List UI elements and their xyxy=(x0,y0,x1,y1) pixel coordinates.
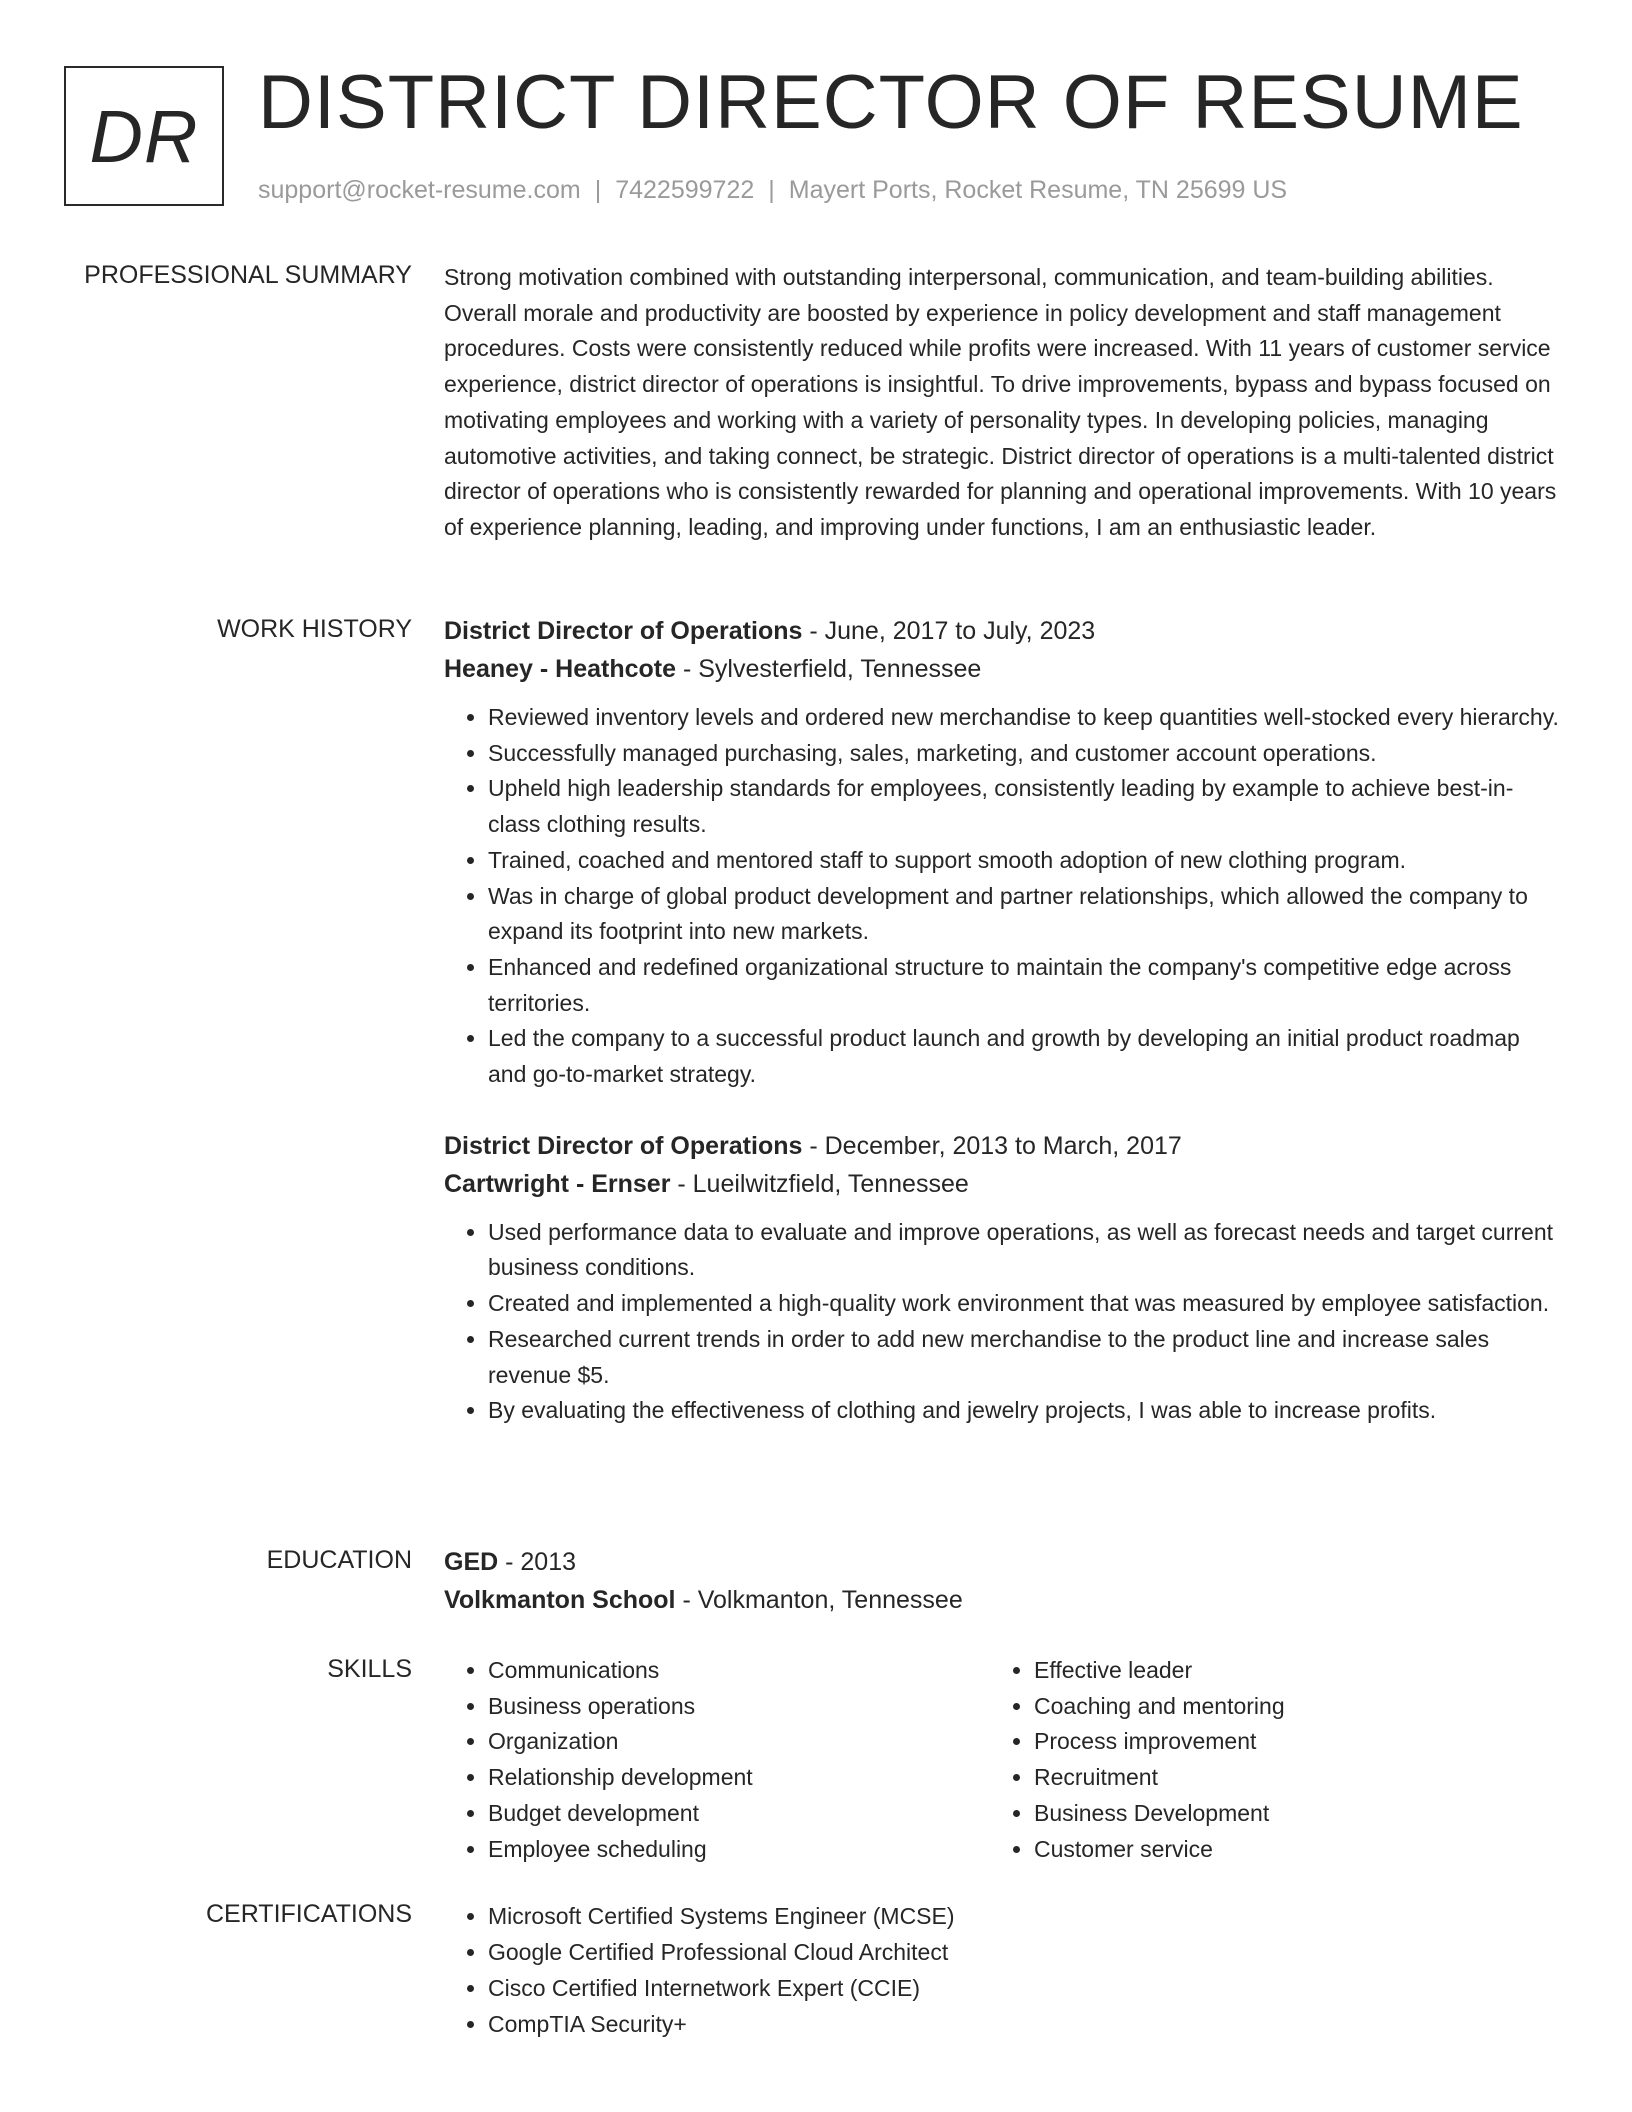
education-year: - 2013 xyxy=(498,1548,577,1576)
skill-item: • Relationship development xyxy=(488,1760,990,1796)
job-bullet: • Upheld high leadership standards for employees, consistently leading by example to achieve best-in-class clothing results. xyxy=(488,771,1560,842)
section-label-education: EDUCATION xyxy=(266,1546,412,1574)
section-label-skills: SKILLS xyxy=(327,1655,412,1683)
contact-separator: | xyxy=(594,176,602,204)
skill-item: • Recruitment xyxy=(1034,1760,1536,1796)
work-history-body xyxy=(444,612,1560,1429)
job-company-line xyxy=(444,650,1560,688)
job-title: District Director of Operations xyxy=(444,1131,803,1160)
skill-item: • Budget development xyxy=(488,1796,990,1832)
education-location: - Volkmanton, Tennessee xyxy=(675,1586,963,1614)
contact-separator: | xyxy=(768,176,775,204)
job-bullets xyxy=(444,700,1560,1093)
certifications-list xyxy=(444,1898,1560,2042)
job-dates: - December, 2013 to March, 2017 xyxy=(802,1131,1182,1160)
summary-text: Strong motivation combined with outstanding interpersonal, communication, and team-building abilities. Overall morale and productivity are boosted by experience in policy development and staff management procedures. Costs were consistently reduced while profits were increased. With 11 years of customer service experience, district director of operations is insightful. To drive improvements, bypass and bypass focused on motivating employees and working with a variety of personality types. In developing policies, managing automotive activities, and taking connect, be strategic. District director of operations is a multi-talented district director of operations who is consistently rewarded for planning and operational improvements. With 10 years of experience planning, leading, and improving under functions, I am an enthusiastic leader. xyxy=(444,264,1557,540)
certification-item: • CompTIA Security+ xyxy=(488,2006,1560,2042)
job-bullet: • By evaluating the effectiveness of clothing and jewelry projects, I was able to increase profits. xyxy=(488,1393,1560,1429)
candidate-name: DISTRICT DIRECTOR OF RESUME xyxy=(258,60,1524,145)
job-company: Heaney - Heathcote xyxy=(444,655,677,683)
skills-body xyxy=(444,1653,1560,1867)
monogram-text: DR xyxy=(89,94,199,178)
job-bullet: • Used performance data to evaluate and improve operations, as well as forecast needs and target current business conditions. xyxy=(488,1215,1560,1286)
skill-item: • Coaching and mentoring xyxy=(1034,1689,1536,1725)
monogram-badge xyxy=(64,66,224,206)
skill-item: • Process improvement xyxy=(1034,1724,1536,1760)
skill-item: • Organization xyxy=(488,1724,990,1760)
contact-email[interactable]: support@rocket-resume.com xyxy=(258,176,581,204)
education-school-line xyxy=(444,1581,1560,1619)
contact-address: Mayert Ports, Rocket Resume, TN 25699 US xyxy=(788,176,1288,204)
skills-column-left xyxy=(444,1653,990,1867)
job-title: District Director of Operations xyxy=(444,617,803,645)
skill-item: • Business Development xyxy=(1034,1796,1536,1832)
education-degree: GED xyxy=(444,1548,499,1576)
contact-phone[interactable]: 7422599722 xyxy=(615,176,755,204)
job-title-line xyxy=(444,1127,1560,1165)
section-label-summary: PROFESSIONAL SUMMARY xyxy=(84,261,412,289)
job-bullet: • Successfully managed purchasing, sales, marketing, and customer account operations. xyxy=(488,736,1560,772)
section-label-certifications: CERTIFICATIONS xyxy=(205,1900,412,1928)
certification-item: • Microsoft Certified Systems Engineer (MCSE) xyxy=(488,1898,1560,1934)
job-company-line xyxy=(444,1165,1560,1203)
job-bullet: • Was in charge of global product development and partner relationships, which allowed the company to expand its footprint into new markets. xyxy=(488,879,1560,950)
skill-item: • Business operations xyxy=(488,1689,990,1725)
job-bullets xyxy=(444,1215,1560,1429)
skills-column-right xyxy=(990,1653,1536,1867)
job-entry xyxy=(444,1127,1560,1429)
summary-body xyxy=(444,260,1560,546)
job-bullet: • Trained, coached and mentored staff to support smooth adoption of new clothing program. xyxy=(488,843,1560,879)
education-body xyxy=(444,1543,1560,1619)
job-location: - Sylvesterfield, Tennessee xyxy=(676,655,982,683)
job-dates: - June, 2017 to July, 2023 xyxy=(802,617,1096,645)
job-bullet: • Enhanced and redefined organizational structure to maintain the company's competitive edge across territories. xyxy=(488,950,1560,1021)
job-bullet: • Created and implemented a high-quality work environment that was measured by employee satisfaction. xyxy=(488,1286,1560,1322)
skill-item: • Employee scheduling xyxy=(488,1832,990,1868)
job-title-line xyxy=(444,612,1560,650)
certifications-body xyxy=(444,1898,1560,2042)
education-school: Volkmanton School xyxy=(444,1586,676,1614)
job-bullet: • Led the company to a successful product launch and growth by developing an initial product roadmap and go-to-market strategy. xyxy=(488,1021,1560,1092)
education-degree-line xyxy=(444,1543,1560,1581)
skill-item: • Customer service xyxy=(1034,1832,1536,1868)
section-label-work: WORK HISTORY xyxy=(217,615,412,643)
job-company: Cartwright - Ernser xyxy=(444,1169,671,1198)
contact-line xyxy=(258,174,1287,206)
skills-columns xyxy=(444,1653,1560,1867)
job-location: - Lueilwitzfield, Tennessee xyxy=(670,1169,969,1198)
skill-item: • Effective leader xyxy=(1034,1653,1536,1689)
job-entry xyxy=(444,612,1560,1093)
job-bullet: • Reviewed inventory levels and ordered new merchandise to keep quantities well-stocked every hierarchy. xyxy=(488,700,1560,736)
job-bullet: • Researched current trends in order to add new merchandise to the product line and increase sales revenue $5. xyxy=(488,1322,1560,1393)
certification-item: • Cisco Certified Internetwork Expert (CCIE) xyxy=(488,1970,1560,2006)
certification-item: • Google Certified Professional Cloud Architect xyxy=(488,1934,1560,1970)
skill-item: • Communications xyxy=(488,1653,990,1689)
